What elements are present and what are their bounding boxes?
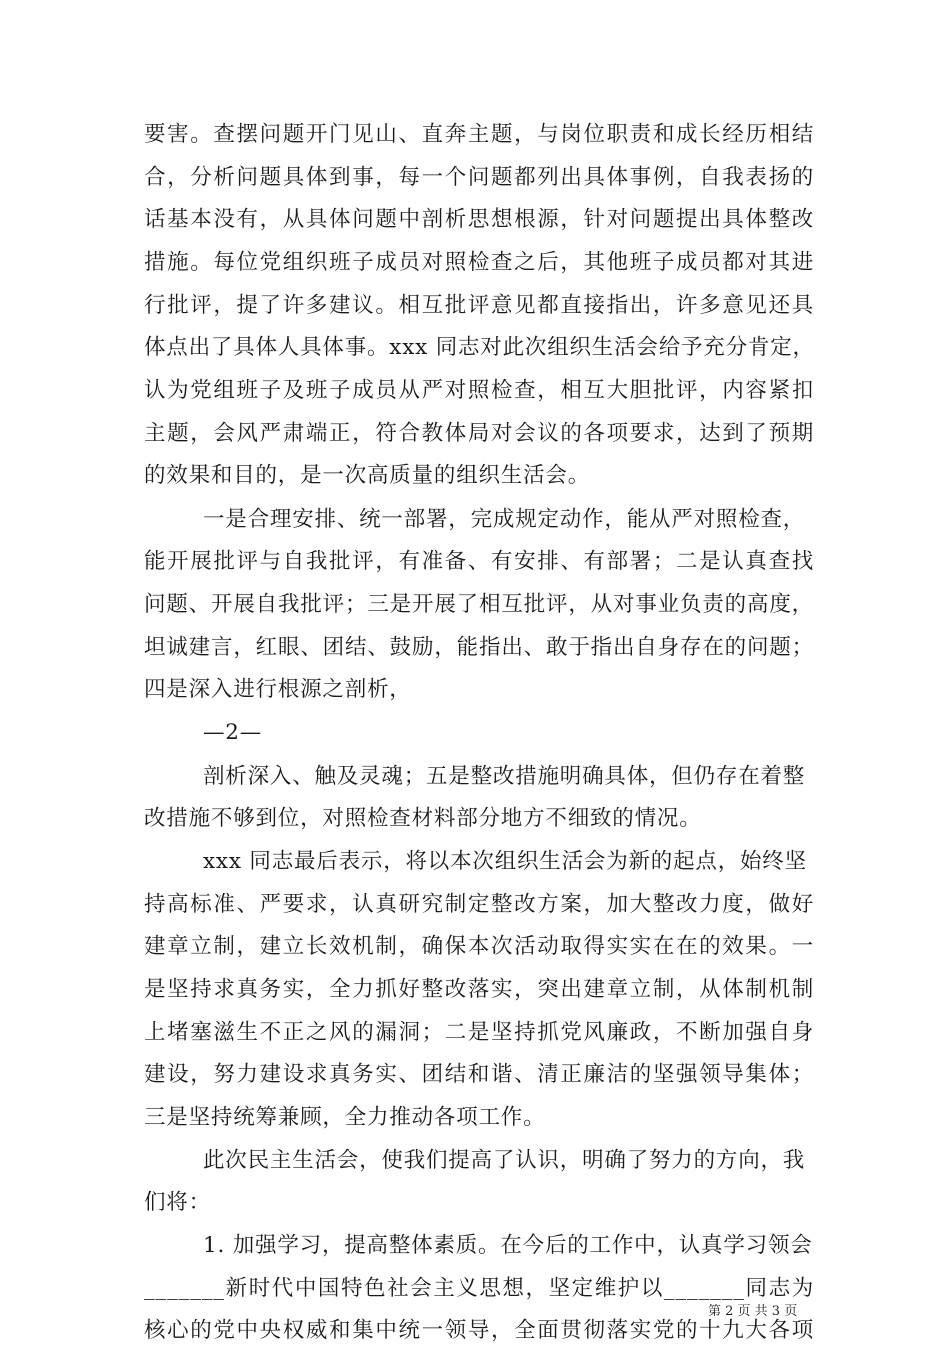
text-line: 上堵塞滋生不正之风的漏洞；二是坚持抓党风廉政，不断加强自身	[144, 1020, 814, 1045]
text-line: 能开展批评与自我批评，有准备、有安排、有部署；二是认真查找	[144, 549, 814, 574]
paragraph-start-line: 此次民主生活会，使我们提高了认识，明确了努力的方向，我	[203, 1148, 806, 1173]
text-line: 合，分析问题具体到事，每一个问题都列出具体事例，自我表扬的	[144, 165, 814, 190]
page-footer: 第 2 页 共 3 页	[708, 1304, 798, 1319]
text-line: 问题、开展自我批评；三是开展了相互批评，从对事业负责的高度，	[144, 592, 814, 617]
paragraph-start-line: 一是合理安排、统一部署，完成规定动作，能从严对照检查，	[203, 507, 806, 532]
text-line: 行批评，提了许多建议。相互批评意见都直接指出，许多意见还具	[144, 293, 814, 318]
text-line: 要害。查摆问题开门见山、直奔主题，与岗位职责和成长经历相结	[144, 122, 814, 147]
text-line: 认为党组班子及班子成员从严对照检查，相互大胆批评，内容紧扣	[144, 378, 814, 403]
text-line: 建设，努力建设求真务实、团结和谐、清正廉洁的坚强领导集体；	[144, 1062, 814, 1087]
text-line: 坦诚建言，红眼、团结、鼓励，能指出、敢于指出自身存在的问题；	[144, 635, 814, 660]
text-line: 话基本没有，从具体问题中剖析思想根源，针对问题提出具体整改	[144, 207, 814, 232]
paragraph-start-line: 1. 加强学习，提高整体素质。在今后的工作中，认真学习领会	[203, 1233, 813, 1258]
text-line: _______新时代中国特色社会主义思想，坚定维护以_______同志为	[144, 1276, 814, 1301]
paragraph-start-line: xxx 同志最后表示，将以本次组织生活会为新的起点，始终坚	[203, 849, 807, 874]
paragraph-start-line: 剖析深入、触及灵魂；五是整改措施明确具体，但仍存在着整	[203, 764, 806, 789]
text-line: 是坚持求真务实，全力抓好整改落实，突出建章立制，从体制机制	[144, 977, 814, 1002]
text-line: 措施。每位党组织班子成员对照检查之后，其他班子成员都对其进	[144, 250, 814, 275]
text-line: 建章立制，建立长效机制，确保本次活动取得实实在在的效果。一	[144, 934, 814, 959]
text-line: 的效果和目的，是一次高质量的组织生活会。	[144, 463, 591, 488]
text-line: 改措施不够到位，对照检查材料部分地方不细致的情况。	[144, 806, 702, 831]
page-number-marker: —2—	[203, 720, 263, 745]
text-line: 三是坚持统筹兼顾，全力推动各项工作。	[144, 1105, 546, 1130]
text-line: 们将：	[144, 1190, 211, 1215]
text-line: 核心的党中央权威和集中统一领导，全面贯彻落实党的十九大各项	[144, 1318, 814, 1343]
text-line: 持高标准、严要求，认真研究制定整改方案，加大整改力度，做好	[144, 892, 814, 917]
text-line: 体点出了具体人具体事。xxx 同志对此次组织生活会给予充分肯定，	[144, 335, 815, 360]
text-line: 四是深入进行根源之剖析，	[144, 677, 412, 702]
text-line: 主题，会风严肃端正，符合教体局对会议的各项要求，达到了预期	[144, 421, 814, 446]
